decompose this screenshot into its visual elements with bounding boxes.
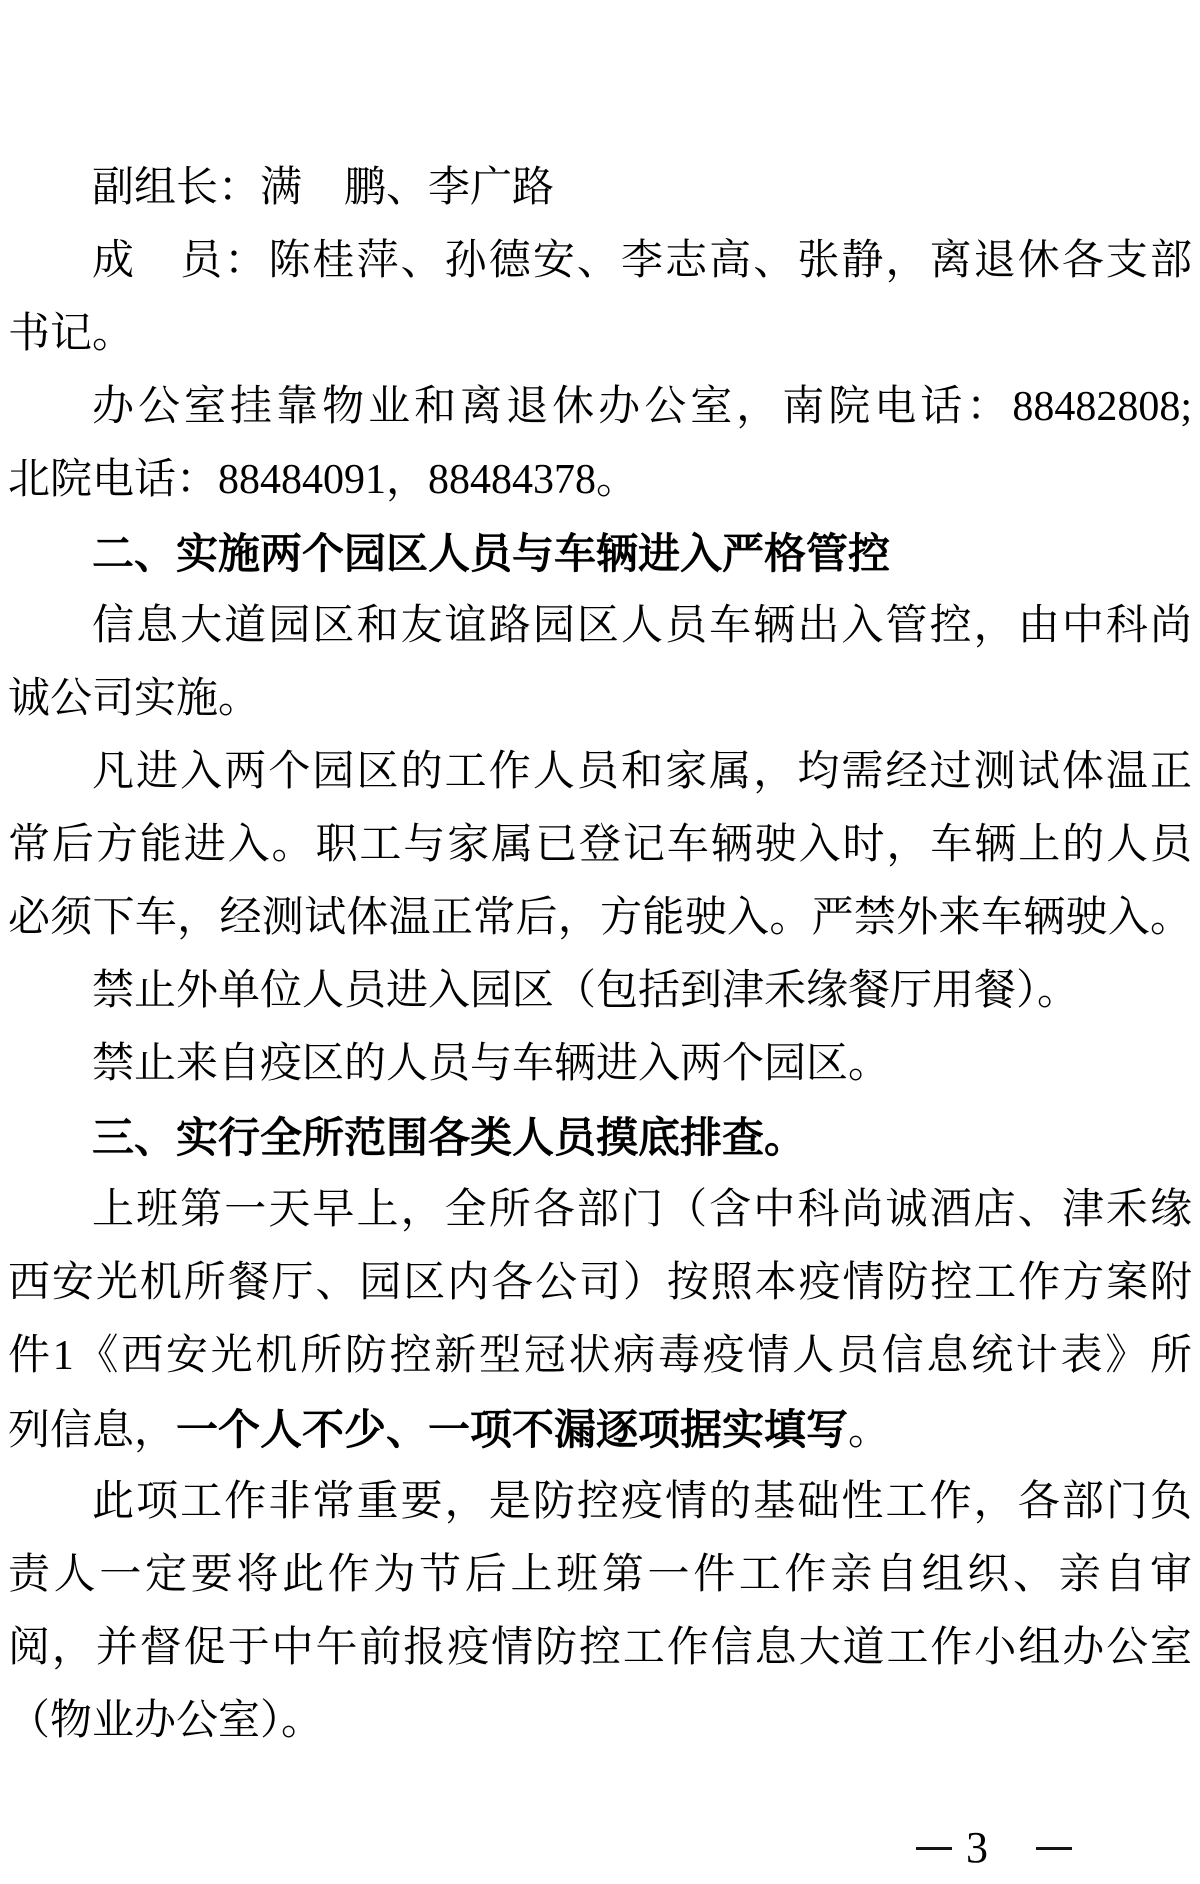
ban-epidemic-area-line: 禁止来自疫区的人员与车辆进入两个园区。 [92,1041,891,1087]
entry-rules-line-3: 必须下车，经测试体温正常后，方能驶入。严禁外来车辆驶入。 [8,895,1192,941]
parks-control-line-2: 诚公司实施。 [8,676,261,722]
page-number-dash-right-icon [1036,1847,1072,1850]
deputy-leaders-line: 副组长：满 鹏、李广路 [92,165,555,211]
survey-line-4-emphasis: 列信息，一个人不少、一项不漏逐项据实填写。 [8,1406,891,1454]
importance-line-3: 阅，并督促于中午前报疫情防控工作信息大道工作小组办公室 [8,1625,1192,1671]
page-number: 3 [966,1823,988,1872]
members-line: 成 员：陈桂萍、孙德安、李志高、张静，离退休各支部 [92,238,1192,284]
entry-rules-line-1: 凡进入两个园区的工作人员和家属，均需经过测试体温正 [92,749,1192,795]
importance-line-4: （物业办公室）。 [8,1698,324,1744]
survey-line-1: 上班第一天早上，全所各部门（含中科尚诚酒店、津禾缘 [92,1187,1192,1233]
importance-line-1: 此项工作非常重要，是防控疫情的基础性工作，各部门负 [92,1479,1192,1525]
document-body [8,152,1192,1758]
office-phone-south-line: 办公室挂靠物业和离退休办公室，南院电话：88482808; [92,384,1192,430]
survey-line-2: 西安光机所餐厅、园区内各公司）按照本疫情防控工作方案附 [8,1260,1192,1306]
entry-rules-line-2: 常后方能进入。职工与家属已登记车辆驶入时，车辆上的人员 [8,822,1192,868]
ban-outsiders-line: 禁止外单位人员进入园区（包括到津禾缘餐厅用餐）。 [92,968,1080,1014]
page-footer [916,1820,1072,1876]
section-2-heading: 二、实施两个园区人员与车辆进入严格管控 [92,530,891,577]
office-phone-north-line: 北院电话：88484091，88484378。 [8,457,639,503]
survey-line-3: 件1《西安光机所防控新型冠状病毒疫情人员信息统计表》所 [8,1333,1192,1379]
bold-emphasis-text: 一个人不少、一项不漏逐项据实填写 [176,1406,849,1453]
page-number-dash-left-icon [916,1847,952,1850]
parks-control-line-1: 信息大道园区和友谊路园区人员车辆出入管控，由中科尚 [92,603,1192,649]
section-3-heading: 三、实行全所范围各类人员摸底排查。 [92,1114,807,1161]
members-line-continuation: 书记。 [8,311,135,357]
importance-line-2: 责人一定要将此作为节后上班第一件工作亲自组织、亲自审 [8,1552,1192,1598]
